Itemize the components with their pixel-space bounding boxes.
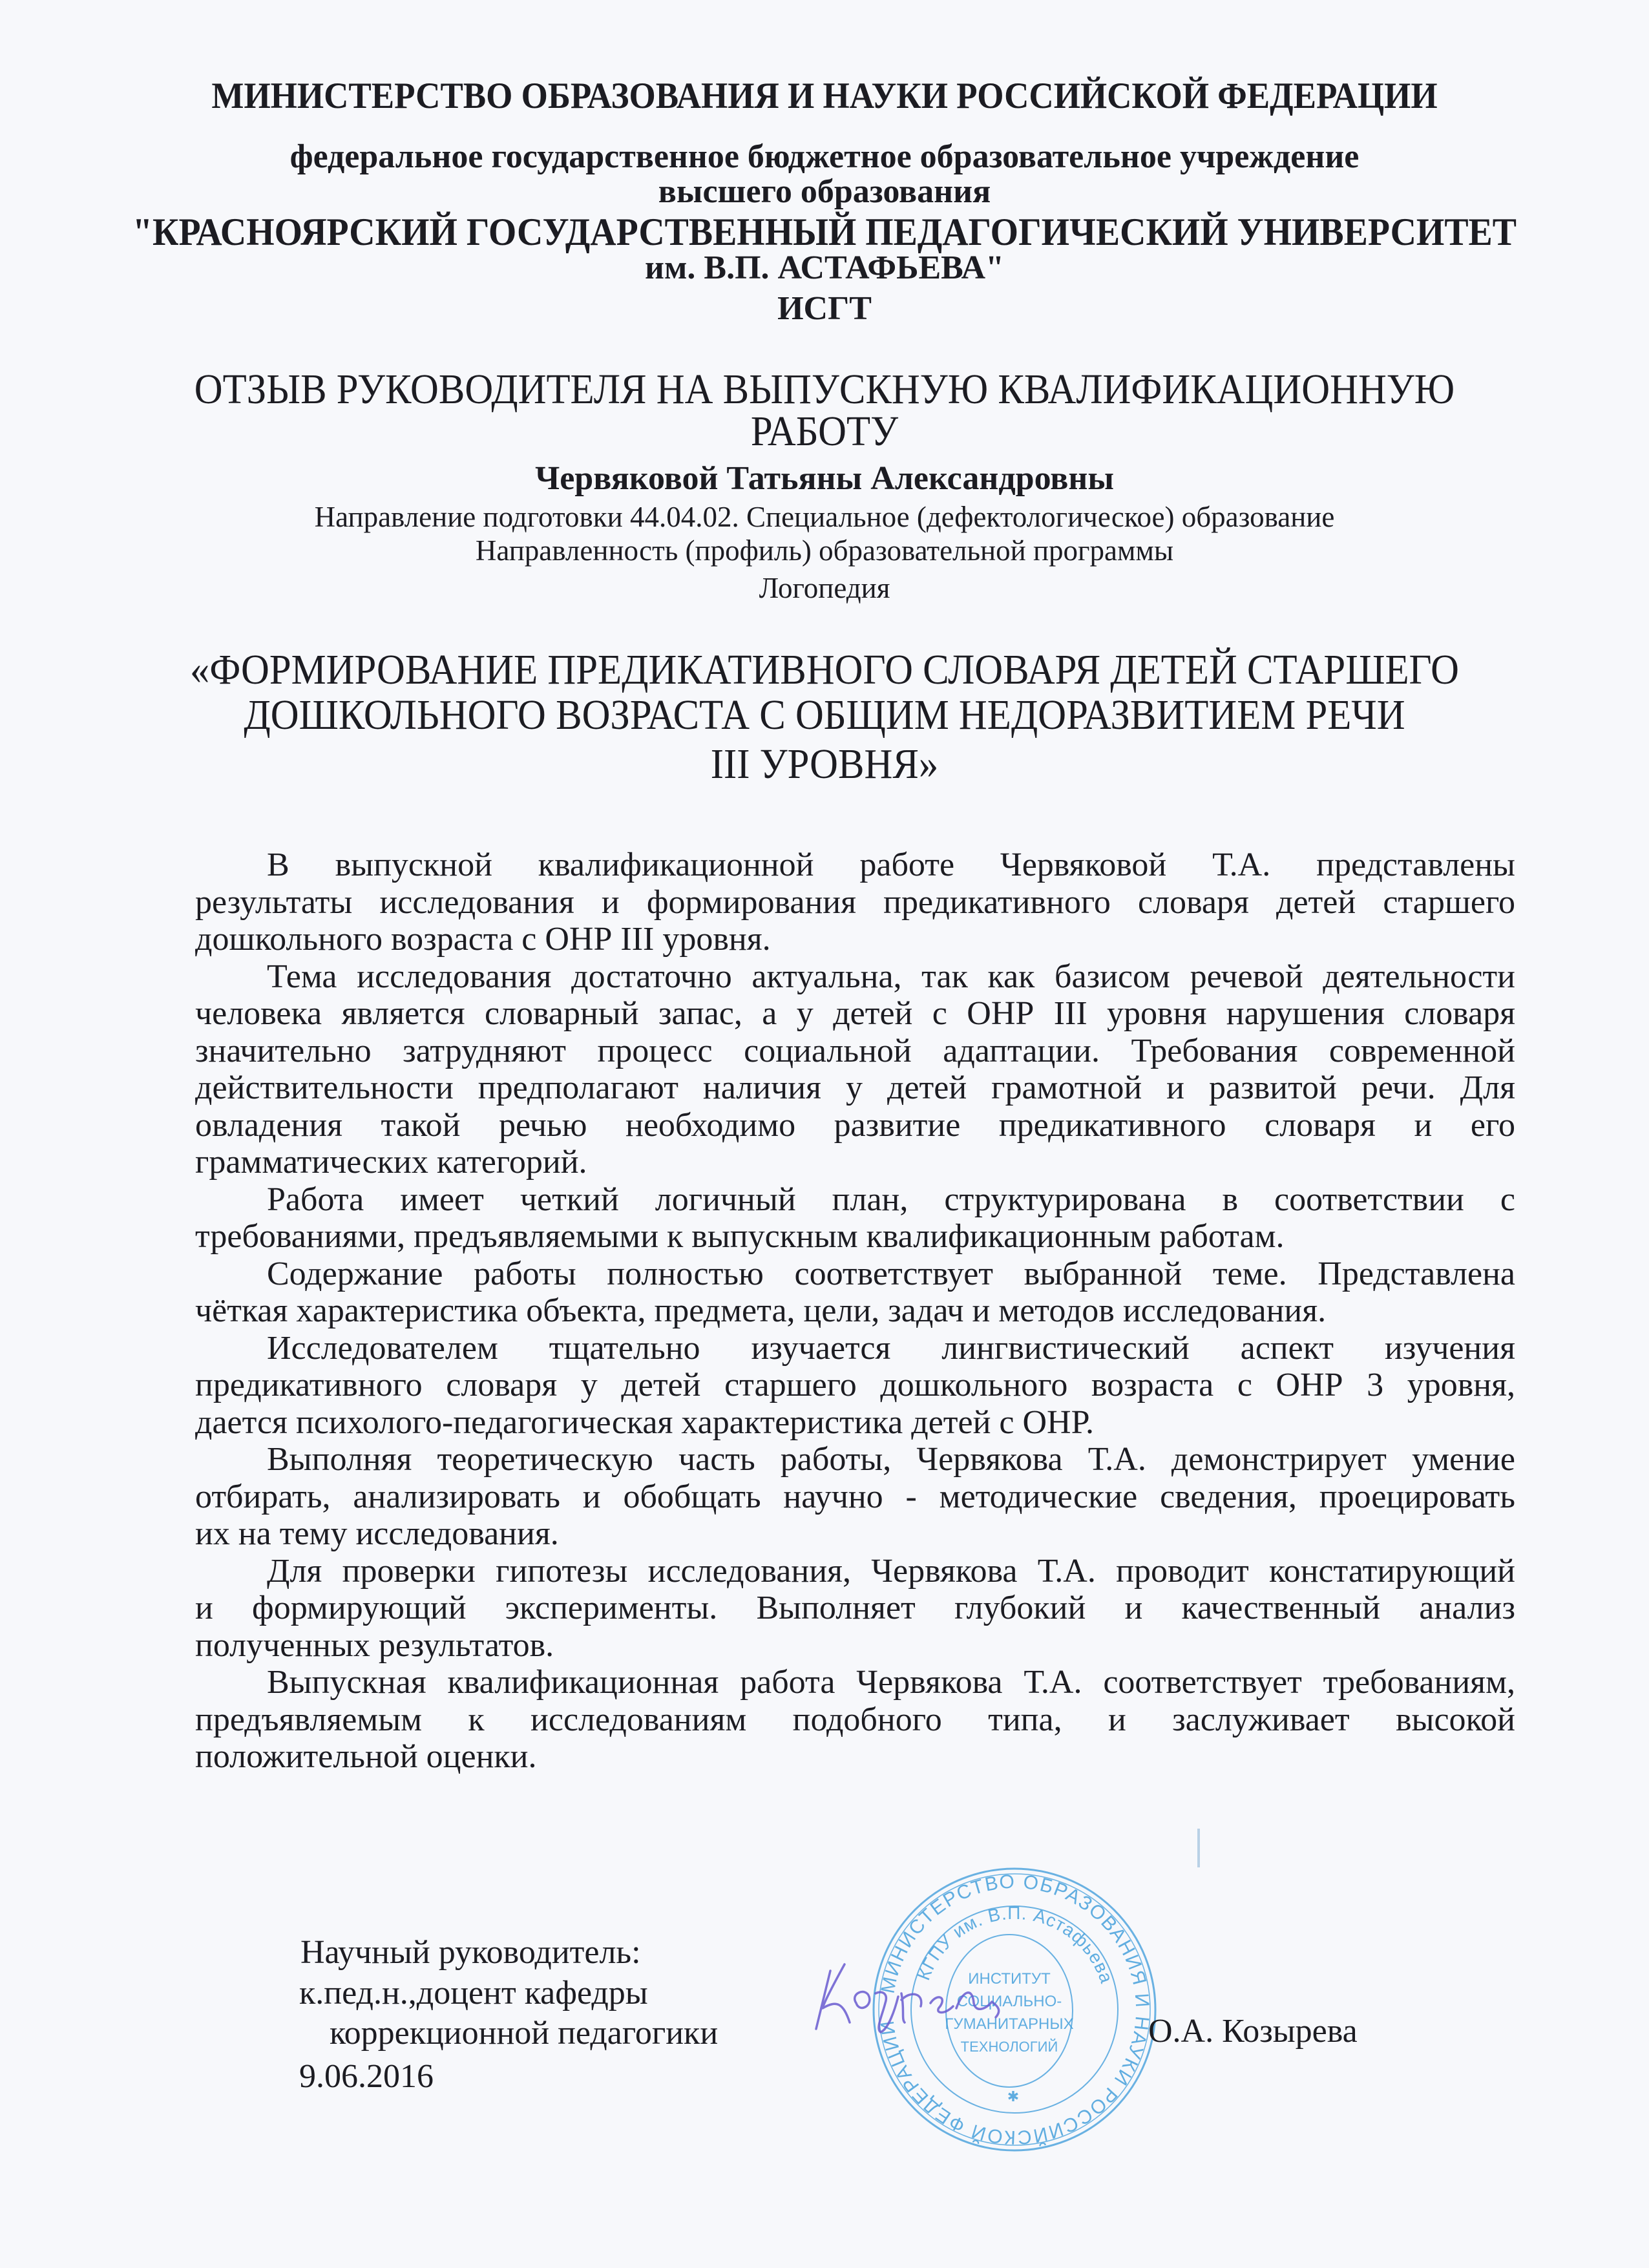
body-line: значительно затрудняют процесс социальной адаптации. Требования современной [195,1032,1515,1069]
body-line: предъявляемым к исследованиям подобного типа, и заслуживает высокой [195,1701,1515,1738]
body-line: их на тему исследования. [195,1515,559,1552]
body-line: человека является словарный запас, а у детей с ОНР III уровня нарушения словаря [195,995,1515,1032]
ministry-heading: МИНИСТЕРСТВО ОБРАЗОВАНИЯ И НАУКИ РОССИЙСКОЙ ФЕДЕРАЦИИ [211,76,1438,116]
thesis-topic-line-2: ДОШКОЛЬНОГО ВОЗРАСТА С ОБЩИМ НЕДОРАЗВИТИЕМ РЕЧИ [244,691,1405,739]
scan-artifact-mark [1197,1829,1200,1867]
stamp-center-text-2: СОЦИАЛЬНО- [956,1993,1062,2010]
stamp-center-text-4: ТЕХНОЛОГИЙ [960,2039,1058,2055]
supervisor-department: коррекционной педагогики [330,2015,719,2052]
body-line: грамматических категорий. [195,1144,587,1181]
stamp-outer-text: МИНИСТЕРСТВО ОБРАЗОВАНИЯ И НАУКИ РОССИЙСКОЙ ФЕДЕРАЦИИ [876,1871,1153,2148]
body-line: результаты исследования и формирования предикативного словаря детей старшего [195,883,1515,921]
stamp-star-icon: ✱ [1007,2088,1020,2105]
body-line: Для проверки гипотезы исследования, Червякова Т.А. проводит констатирующий [267,1552,1515,1590]
body-line: дается психолого-педагогическая характеристика детей с ОНР. [195,1403,1095,1441]
body-line: Тема исследования достаточно актуальна, так как базисом речевой деятельности [267,958,1515,995]
body-line: дошкольного возраста с ОНР III уровня. [195,921,771,958]
body-line: овладения такой речью необходимо развитие предикативного словаря и его [195,1106,1515,1144]
thesis-topic-line-1: «ФОРМИРОВАНИЕ ПРЕДИКАТИВНОГО СЛОВАРЯ ДЕТЕЙ СТАРШЕГО [189,646,1459,693]
study-direction: Направление подготовки 44.04.02. Специальное (дефектологическое) образование [314,501,1335,533]
institution-type-line-2: высшего образования [658,173,991,210]
document-title-line-1: ОТЗЫВ РУКОВОДИТЕЛЯ НА ВЫПУСКНУЮ КВАЛИФИКАЦИОННУЮ [194,366,1455,413]
review-date: 9.06.2016 [299,2058,434,2095]
body-line: и формирующий эксперименты. Выполняет глубокий и качественный анализ [195,1590,1515,1626]
university-name-line-2: им. В.П. АСТАФЬЕВА" [645,249,1004,286]
body-line: предикативного словаря у детей старшего дошкольного возраста с ОНР 3 уровня, [195,1367,1515,1403]
body-line: Исследователем тщательно изучается лингвистический аспект изучения [267,1329,1515,1367]
body-line: действительности предполагают наличия у детей грамотной и развитой речи. Для [195,1069,1515,1106]
body-line: полученных результатов. [195,1626,554,1664]
body-line: отбирать, анализировать и обобщать научно - методические сведения, проецировать [195,1478,1515,1515]
stamp-center-text-3: ГУМАНИТАРНЫХ [945,2015,1074,2033]
supervisor-role: Научный руководитель: [300,1934,641,1971]
program-profile: Логопедия [759,572,890,604]
body-line: Работа имеет четкий логичный план, структурирована в соответствии с [267,1181,1515,1218]
supervisor-degree: к.пед.н.,доцент кафедры [299,1975,648,2011]
body-line: В выпускной квалификационной работе Червяковой Т.А. представлены [267,846,1515,883]
handwritten-signature [804,1932,1024,2035]
thesis-topic-line-3: III УРОВНЯ» [710,740,939,788]
institution-type-line-1: федеральное государственное бюджетное образовательное учреждение [289,138,1360,175]
institute-abbreviation: ИСГТ [777,290,872,327]
student-name: Червяковой Татьяны Александровны [535,460,1114,497]
program-profile-label: Направленность (профиль) образовательной программы [475,534,1174,567]
body-line: Выпускная квалификационная работа Червякова Т.А. соответствует требованиям, [267,1664,1515,1701]
body-line: положительной оценки. [195,1738,537,1775]
supervisor-name: О.А. Козырева [1148,2013,1358,2050]
document-title-line-2: РАБОТУ [750,408,899,455]
stamp-inner-text: КГПУ им. В.П. Астафьева [913,1902,1117,1986]
body-line: Содержание работы полностью соответствует выбранной теме. Представлена [267,1255,1515,1292]
stamp-center-text-1: ИНСТИТУТ [968,1970,1051,1988]
body-line: Выполняя теоретическую часть работы, Червякова Т.А. демонстрирует умение [267,1441,1515,1478]
body-line: требованиями, предъявляемыми к выпускным квалификационным работам. [195,1218,1285,1255]
body-line: чёткая характеристика объекта, предмета, цели, задач и методов исследования. [195,1292,1327,1329]
university-name-line-1: "КРАСНОЯРСКИЙ ГОСУДАРСТВЕННЫЙ ПЕДАГОГИЧЕСКИЙ УНИВЕРСИТЕТ [132,211,1517,253]
